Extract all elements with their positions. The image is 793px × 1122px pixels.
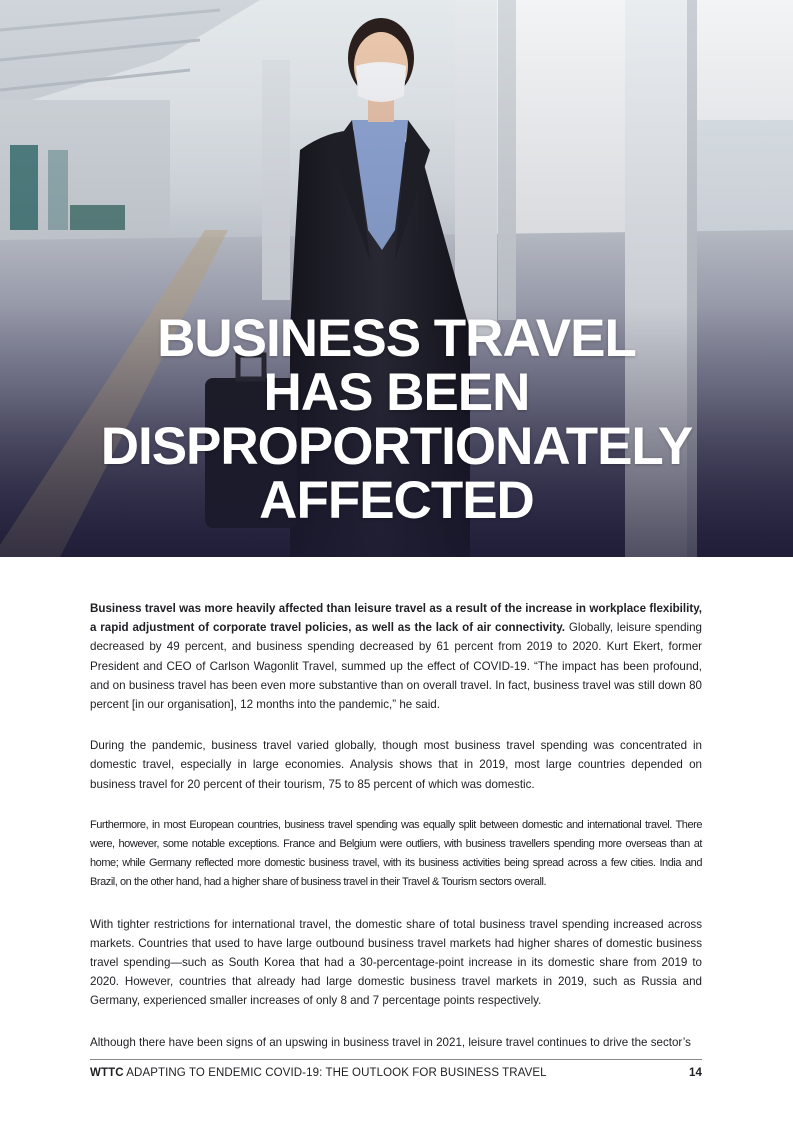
paragraph: Although there have been signs of an upswing in business travel in 2021, leisure travel continues to drive the sector’s xyxy=(90,1035,691,1049)
page-number: 14 xyxy=(689,1067,702,1079)
lead-sentence: Business travel was more heavily affected than leisure travel as a result of the increase in workplace flexibility, a rapid adjustment of corporate travel policies, as well as the lack of air connectivity. xyxy=(90,602,702,635)
paragraph: Furthermore, in most European countries, business travel spending was equally split between domestic and international travel. There were, however, some notable exceptions. France and Belgium were outliers, with business travellers spending more overseas than at home; while Germany reflected more domestic business travel, with its business activities being spread across a few cities. India and Brazil, on the other hand, had a higher share of business travel in their Travel & Tourism sectors overall. xyxy=(90,818,702,889)
page-title xyxy=(0,309,793,530)
footer-divider xyxy=(90,1059,702,1060)
title-line: HAS BEEN xyxy=(263,363,530,422)
title-line: BUSINESS TRAVEL xyxy=(157,309,636,368)
article-body xyxy=(90,599,702,1074)
title-line: AFFECTED xyxy=(259,471,534,530)
title-line: DISPROPORTIONATELY xyxy=(100,417,693,476)
footer-title: ADAPTING TO ENDEMIC COVID-19: THE OUTLOOK FOR BUSINESS TRAVEL xyxy=(123,1067,547,1079)
page-footer xyxy=(90,1067,702,1083)
paragraph: During the pandemic, business travel varied globally, though most business travel spending was concentrated in domestic travel, especially in large economies. Analysis shows that in 2019, most large countries depended on business travel for 20 percent of their tourism, 75 to 85 percent of which was domestic. xyxy=(90,739,702,791)
paragraph xyxy=(90,599,702,714)
paragraph: With tighter restrictions for international travel, the domestic share of total business travel spending increased across markets. Countries that used to have large outbound business travel markets had higher shares of domestic business travel spending—such as South Korea that had a 30-percentage-point increase in its domestic share from 2019 to 2020. However, countries that already had large domestic business travel markets in 2019, such as Russia and Germany, experienced smaller increases of only 8 and 7 percentage points respectively. xyxy=(90,917,702,1008)
hero-photo xyxy=(0,0,793,557)
paragraph-text: Globally, leisure spending decreased by 49 percent, and business spending decreased by 61 percent from 2019 to 2020. Kurt Ekert, former President and CEO of Carlson Wagonlit Travel, summed up the effect of COVID-19. “The impact has been profound, and on business travel has been even more substantive than on overall travel. In fact, business travel was still down 80 percent [in our organisation], 12 months into the pandemic,” he said. xyxy=(90,621,702,712)
footer-brand: WTTC xyxy=(90,1067,124,1079)
